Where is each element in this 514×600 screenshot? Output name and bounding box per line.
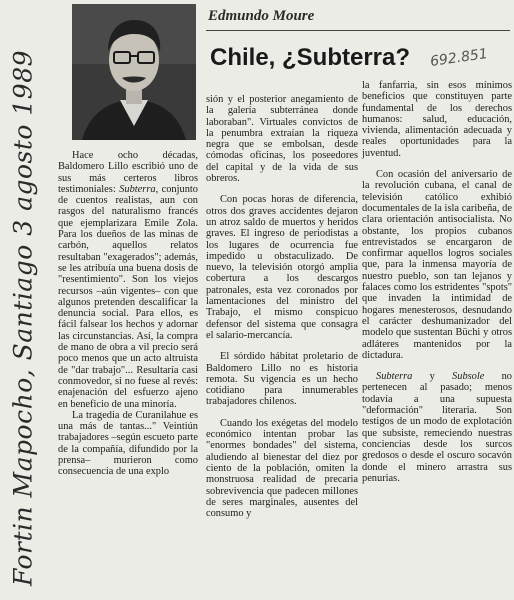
handwritten-margin-note: [6, 40, 40, 595]
author-name: Edmundo Moure: [208, 8, 315, 24]
book-title: Subsole: [452, 371, 485, 383]
handwritten-archive-code: 692.851: [429, 46, 489, 70]
paragraph: sión y el posterior anegamiento de la galería subterránea donde laboraban". Virtuales convictos de la penumbra extraían la riqueza negra que se embolsan, desde cómodas oficinas, los poseedores del capital y de la vida de sus obreros.: [206, 94, 358, 185]
text-run: no pertenecen al pasado; menos todavía a una supuesta "deformación" literaria. Son testigos de un modo de explotación que subsiste, remeciendo nuestras conciencias desde los surcos gredosos o desde el oscuro socavón donde el minero arrastra sus penurias.: [362, 371, 512, 484]
text-run: , conjunto de cuentos realistas, aun con rasgos del naturalismo francés que ejemplarizara Emile Zola. Para los dueños de las minas de carbón, aquellos relatos resultaban "exagerados"; además, se les atribuía una buena dosis de "resentimiento". Son los viejos recursos –aún vigentes– con que algunos pretenden descalificar la denuncia social. Para ellos, es fácil falsear los hechos y adornar las circunstancias. Así, la compra de mano de obra a vil precio será poco menos que un acto altruista de "dar trabajo"... Resultaría casi conmovedor, si no fuese al revés: enajenación del esfuerzo ajeno en beneficio de una minoría.: [58, 183, 198, 410]
author-photo: [72, 4, 196, 140]
text-run: Hace ocho décadas, Baldomero Lillo escribió uno de sus más certeros libros testimoniales:: [58, 150, 198, 195]
book-title: Subterra: [376, 371, 413, 383]
paragraph: Con pocas horas de diferencia, otros dos graves accidentes dejaron un atroz saldo de muertos y heridos graves. El ingreso de periodistas a los lugares de ocurrencia fue impedido u obstaculizado. De nuevo, la televisión otorgó amplia cobertura a los descargos patronales, esta vez coronados por lamentaciones del ministro del Trabajo, el mismo conspicuo defensor del sistema que consagra el salario-mercancía.: [206, 194, 358, 341]
book-title: Subterra: [119, 183, 156, 195]
paragraph: El sórdido hábitat proletario de Baldomero Lillo no es historia remota. Su vigencia es un hecho cotidiano para innumerables trabajadores chilenos.: [206, 351, 358, 408]
paragraph: [58, 150, 198, 410]
paragraph: la fanfarria, sin esos mínimos beneficios que constituyen parte fundamental de los derechos humanos: salud, educación, vivienda, alimentación adecuada y reales oportunidades para la juventud.: [362, 80, 512, 159]
article-headline: Chile, ¿Subterra?: [210, 44, 411, 71]
margin-note-text: Fortin Mapocho, Santiago 3 agosto 1989: [8, 49, 38, 586]
text-run: y: [412, 371, 453, 383]
paragraph: [362, 371, 512, 484]
author-portrait: [72, 4, 196, 140]
paragraph: La tragedia de Curanilahue es una más de tantas..." Veintiún trabajadores –según escueto parte de la compañía, difundido por la prensa– murieron como consecuencia de una explo: [58, 409, 198, 478]
article-column-2: [206, 94, 358, 519]
article-column-1: [58, 150, 198, 478]
header-rule: [206, 30, 510, 31]
article-column-3: [362, 80, 512, 484]
paragraph: Con ocasión del aniversario de la revolución cubana, el canal de televisión católico exhibió documentales de la isla caribeña, de clara orientación antisocialista. No obstante, los propios cubanos entrevistados se encargaron de confirmar aquellos logros sociales que, para la inmensa mayoría de nuestro pueblo, son tan lejanos y falaces como los estridentes "spots" que invaden la intimidad de hogares menesterosos, desnudando el carácter deshumanizador del modelo que sustentan Büchi y otros adláteres mantenidos por la dictadura.: [362, 169, 512, 361]
paragraph: Cuando los exégetas del modelo económico intentan probar las "enormes bondades" del sistema, aludiendo al bienestar del diez por ciento de la población, omiten la monstruosa realidad de precaria sobrevivencia que padecen millones de seres marginales, ausentes del consumo y: [206, 417, 358, 520]
